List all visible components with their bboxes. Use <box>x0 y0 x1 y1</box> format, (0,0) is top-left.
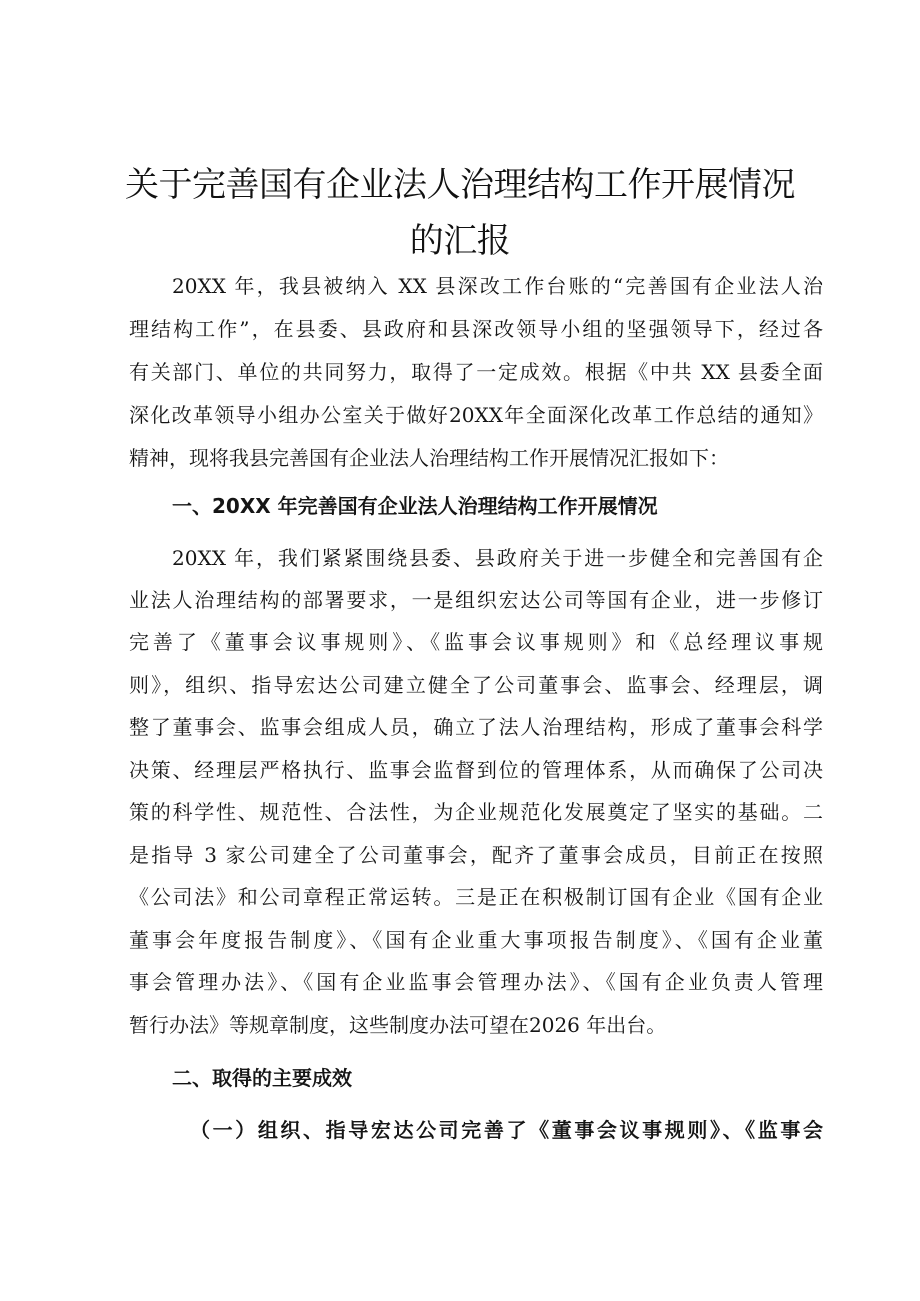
section-1-line-6: 决策、经理层严格执行、监事会监督到位的管理体系，从而确保了公司决 <box>129 758 823 782</box>
section-1-line-12: 暂行办法》等规章制度，这些制度办法可望在2026 年出台。 <box>129 1013 667 1037</box>
section-1-line-8: 是指导 3 家公司建全了公司董事会，配齐了董事会成员，目前正在按照 <box>129 843 823 867</box>
section-1-heading: 一、20XX 年完善国有企业法人治理结构工作开展情况 <box>172 494 658 518</box>
intro-line-4: 深化改革领导小组办公室关于做好20XX年全面深化改革工作总结的通知》 <box>129 403 823 427</box>
intro-line-5: 精神，现将我县完善国有企业法人治理结构工作开展情况汇报如下： <box>129 446 729 470</box>
section-1-line-4: 则》，组织、指导宏达公司建立健全了公司董事会、监事会、经理层，调 <box>129 673 823 697</box>
section-1-line-1: 20XX 年，我们紧紧围绕县委、县政府关于进一步健全和完善国有企 <box>172 546 823 570</box>
section-1-line-2: 业法人治理结构的部署要求，一是组织宏达公司等国有企业，进一步修订 <box>129 588 823 612</box>
section-1-line-9: 《公司法》和公司章程正常运转。三是正在积极制订国有企业《国有企业 <box>129 885 823 909</box>
intro-line-3: 有关部门、单位的共同努力，取得了一定成效。根据《中共 XX 县委全面 <box>129 360 823 384</box>
intro-line-1: 20XX 年，我县被纳入 XX 县深改工作台账的“完善国有企业法人治 <box>172 274 823 298</box>
document-title-line-1: 关于完善国有企业法人治理结构工作开展情况 <box>125 165 795 205</box>
document-title-line-2: 的汇报 <box>409 221 511 261</box>
section-1-line-5: 整了董事会、监事会组成人员，确立了法人治理结构，形成了董事会科学 <box>129 715 823 739</box>
section-1-line-11: 事会管理办法》、《国有企业监事会管理办法》、《国有企业负责人管理 <box>129 970 823 994</box>
section-2-heading: 二、取得的主要成效 <box>172 1066 352 1090</box>
section-2-sub-heading-1: （一）组织、指导宏达公司完善了《董事会议事规则》、《监事会 <box>190 1118 823 1142</box>
section-1-line-7: 策的科学性、规范性、合法性，为企业规范化发展奠定了坚实的基础。二 <box>129 800 823 824</box>
section-1-line-3: 完善了《董事会议事规则》、《监事会议事规则》和《总经理议事规 <box>129 630 823 654</box>
intro-line-2: 理结构工作”，在县委、县政府和县深改领导小组的坚强领导下，经过各 <box>129 317 823 341</box>
section-1-line-10: 董事会年度报告制度》、《国有企业重大事项报告制度》、《国有企业董 <box>129 928 823 952</box>
